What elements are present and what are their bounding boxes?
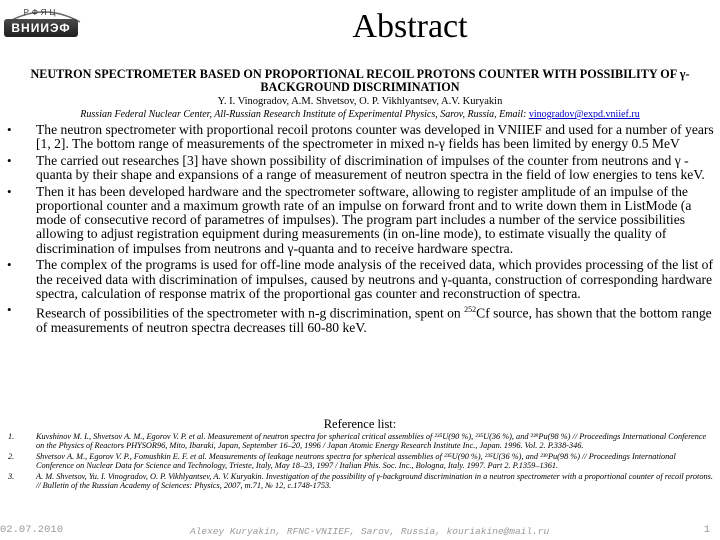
bullet-item (4, 258, 716, 301)
bullet-item (4, 123, 716, 151)
abstract-bullets (4, 123, 716, 338)
reference-number: 1. (8, 432, 15, 441)
reference-heading: Reference list: (323, 417, 397, 431)
logo-name: ВНИИЭФ (4, 19, 78, 37)
bullet-item (4, 185, 716, 256)
reference-item (4, 432, 714, 451)
reference-item (4, 472, 714, 491)
paper-title: NEUTRON SPECTROMETER BASED ON PROPORTIONAL RECOIL PROTONS COUNTER WITH POSSIBILITY OF γ-BACKGROUND DISCRIMINATION (30, 67, 690, 94)
bullet-icon: • (7, 152, 12, 168)
bullet-icon: • (7, 122, 12, 137)
paper-authors: Y. I. Vinogradov, A.M. Shvetsov, O. P. Vikhlyantsev, A.V. Kuryakin (217, 96, 503, 107)
isotope-mass: 252 (464, 305, 477, 315)
footer-date: 02.07.2010 (0, 524, 64, 536)
bullet-icon: • (7, 183, 12, 199)
bullet-icon: • (7, 302, 12, 318)
logo-top-text: РФЯЦ (23, 8, 59, 17)
bullet-text: The neutron spectrometer with proportional recoil protons counter was developed in VNIIEF and used for a number of years [1, 2]. The bottom range of measurements of the spectrometer in mixed n-γ fields has been limited by energy 0.5 MeV (36, 122, 714, 152)
reference-list (4, 432, 714, 491)
reference-text: Shvetsov A. M., Egorov V. P., Fomushkin E. F. et al. Measurements of leakage neutrons spectra for spherical assemblies of ²³⁵U(90 %), ²³⁵U(36 %), and ²³⁹Pu(98 %) // Proceedings International Conference on Nuclear Data for Science and Technology, Trieste, Italy, May 18–23, 1997 / Italian Phis. Soc. Inc., Bologna, Italy. 1997. Part 2. P.1359–1361. (36, 451, 676, 471)
footer-author: Alexey Kuryakin, RFNC-VNIIEF, Sarov, Russia, kouriakine@mail.ru (190, 526, 550, 537)
reference-number: 2. (8, 451, 15, 461)
bullet-icon: • (7, 257, 12, 273)
reference-number: 3. (8, 471, 15, 481)
affiliation-text: Russian Federal Nuclear Center, All-Russian Research Institute of Experimental Physics, Sarov, Russia, Email: (80, 109, 529, 120)
bullet-text: Then it has been developed hardware and the spectrometer software, allowing to register amplitude of an impulse of the proportional counter and a maximum growth rate of an impulse on forward front and to write down them in ListMode (a mode of consecutive record of parametres of impulses). The program part includes a number of the service possibilities allowing to adjust registration equipment during measurements (in on-line mode), to estimate visually the quality of discrimination of impulses from neutrons and γ-quanta and to receive hardware spectra. (36, 183, 692, 256)
slide-footer (0, 520, 720, 540)
bullet-text: The carried out researches [3] have shown possibility of discrimination of impulses of the counter from neutrons and γ -quanta by their shape and expansions of a range of measurement of neutron spectra in the field of low energies to tens keV. (36, 152, 705, 183)
page-number: 1 (703, 524, 710, 536)
bullet-text: Research of possibilities of the spectrometer with n-g discrimination, spent on (36, 305, 465, 321)
email-link[interactable]: vinogradov@expd.vniief.ru (528, 109, 640, 120)
bullet-text-cont: Cf source, has shown that the bottom range of measurements of neutron spectra decreases till 60-80 keV. (36, 305, 712, 336)
reference-text: A. M. Shvetsov, Yu. I. Vinogradov, O. P. Vikhlyantsev, A. V. Kuryakin. Investigation of the possibility of γ-background discrimination in a neutron spectrometer with a proportional counter of recoil protons. // Bulletin of the Russian Academy of Sciences: Physics, 2007, m.71, № 12, c.1748-1753. (36, 471, 713, 491)
bullet-item (4, 303, 716, 335)
bullet-item (4, 154, 716, 182)
reference-item (4, 452, 714, 471)
slide-title: Abstract (352, 8, 468, 45)
paper-affiliation (0, 109, 720, 120)
bullet-text: The complex of the programs is used for off-line mode analysis of the received data, which provides processing of the list of the received data with discrimination of impulses, caused by neutrons and γ-quanta, construction of corresponding hardware spectra, calculation of response matrix of the proportional gas counter and reconstruction of spectra. (36, 257, 713, 301)
reference-text: Kuvshinov M. I., Shvetsov A. M., Egorov V. P. et al. Measurement of neutron spectra for spherical critical assemblies of ²³⁵U(90 %), ²³⁵U(36 %), and ²³⁹Pu(98 %) // Proceedings International Conference on the Physics of Reactors PHYSOR96, Mito, Ibaraki, Japan, September 16–20, 1996 / Japan Atomic Energy Research Institute Inc., Japan. 1996. Vol. 2. P.338-346. (36, 432, 707, 451)
